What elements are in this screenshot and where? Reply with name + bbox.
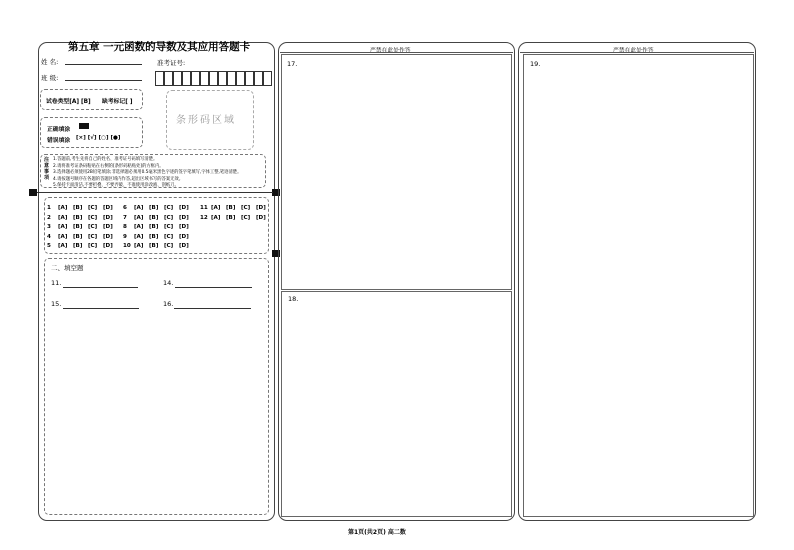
mc-option-bubble[interactable]: [B] bbox=[73, 233, 83, 240]
mc-option-bubble[interactable]: [A] bbox=[134, 243, 144, 249]
mc-option-bubble[interactable]: [D] bbox=[103, 224, 113, 230]
exam-number-cell[interactable] bbox=[164, 71, 173, 86]
mc-option-bubble[interactable]: [A] bbox=[58, 243, 68, 249]
page-footer: 第1页(共2页) 高二数 bbox=[348, 529, 406, 536]
mc-option-bubble[interactable]: [C] bbox=[164, 205, 174, 211]
mc-question-row bbox=[123, 215, 194, 221]
exam-number-cell[interactable] bbox=[200, 71, 209, 86]
sheet-title: 第五章 一元函数的导数及其应用答题卡 bbox=[68, 41, 251, 53]
exam-number-label: 准考证号: bbox=[157, 59, 186, 67]
question-17-label: 17. bbox=[287, 60, 298, 68]
mc-option-bubble[interactable]: [B] bbox=[149, 243, 159, 249]
separator-line bbox=[37, 192, 273, 193]
mc-question-number: 6 bbox=[123, 205, 127, 211]
question-17-box[interactable] bbox=[281, 54, 512, 290]
exam-number-cell[interactable] bbox=[236, 71, 245, 86]
mc-question-number: 2 bbox=[47, 214, 51, 221]
mc-question-row bbox=[123, 243, 194, 249]
mc-option-bubble[interactable]: [C] bbox=[164, 224, 174, 230]
blank-16-field[interactable] bbox=[174, 308, 251, 309]
mc-question-row bbox=[47, 215, 118, 221]
wrong-fill-label: 错误填涂 bbox=[47, 138, 71, 144]
mc-question-row bbox=[123, 224, 194, 230]
notice-heading: 注意事项 bbox=[44, 157, 50, 181]
notice-line: 4.请按题号顺序在各题的答题区域内作答,超出区域书写的答案无效。 bbox=[53, 176, 184, 182]
exam-number-cell[interactable] bbox=[227, 71, 236, 86]
question-19-box[interactable] bbox=[523, 54, 754, 517]
mc-question-row bbox=[47, 224, 118, 230]
mc-option-bubble[interactable]: [B] bbox=[73, 243, 83, 249]
mc-option-bubble[interactable]: [B] bbox=[73, 205, 83, 211]
exam-number-cell[interactable] bbox=[209, 71, 218, 86]
mc-option-bubble[interactable]: [C] bbox=[164, 214, 174, 221]
mc-question-row bbox=[47, 205, 118, 211]
mc-option-bubble[interactable]: [A] bbox=[58, 214, 68, 221]
middle-no-answer-header: 严禁在此处作答 bbox=[370, 48, 411, 54]
mc-option-bubble[interactable]: [A] bbox=[134, 205, 144, 211]
mc-option-bubble[interactable]: [D] bbox=[179, 214, 189, 221]
exam-number-cell[interactable] bbox=[263, 71, 272, 86]
mc-option-bubble[interactable]: [B] bbox=[226, 214, 236, 221]
mc-option-bubble[interactable]: [C] bbox=[164, 233, 174, 240]
mc-question-row bbox=[123, 234, 194, 240]
middle-header-line bbox=[280, 52, 513, 53]
exam-number-cell[interactable] bbox=[173, 71, 182, 86]
mc-option-bubble[interactable]: [D] bbox=[103, 233, 113, 240]
exam-number-cell[interactable] bbox=[155, 71, 164, 86]
mc-option-bubble[interactable]: [C] bbox=[88, 205, 98, 211]
right-no-answer-header: 严禁在此处作答 bbox=[613, 48, 654, 54]
mc-question-row bbox=[47, 243, 118, 249]
blank-14-label: 14. bbox=[163, 279, 174, 287]
mc-question-number: 9 bbox=[123, 233, 127, 240]
barcode-area-label: 条形码区域 bbox=[176, 115, 236, 126]
paper-type-label[interactable]: 试卷类型[A] [B] bbox=[46, 99, 91, 105]
alignment-marker bbox=[29, 189, 37, 196]
mc-option-bubble[interactable]: [D] bbox=[103, 214, 113, 221]
mc-option-bubble[interactable]: [A] bbox=[211, 205, 221, 211]
mc-question-row bbox=[200, 215, 271, 221]
class-field[interactable] bbox=[65, 80, 142, 81]
exam-number-cell[interactable] bbox=[254, 71, 263, 86]
wrong-fill-marks: [×] [√] [○] [●] bbox=[76, 135, 121, 141]
mc-option-bubble[interactable]: [C] bbox=[241, 214, 251, 221]
mc-question-number: 11 bbox=[200, 205, 208, 211]
mc-option-bubble[interactable]: [A] bbox=[134, 224, 144, 230]
absent-mark-label[interactable]: 缺考标记[ ] bbox=[102, 99, 133, 105]
mc-option-bubble[interactable]: [B] bbox=[149, 205, 159, 211]
fill-blank-box bbox=[44, 258, 269, 515]
mc-option-bubble[interactable]: [C] bbox=[88, 243, 98, 249]
class-label: 班 级: bbox=[41, 74, 59, 82]
blank-14-field[interactable] bbox=[175, 287, 252, 288]
fill-blank-heading: 二、填空题 bbox=[51, 264, 84, 272]
mc-option-bubble[interactable]: [D] bbox=[179, 243, 189, 249]
mc-option-bubble[interactable]: [A] bbox=[58, 205, 68, 211]
mc-option-bubble[interactable]: [B] bbox=[149, 224, 159, 230]
mc-option-bubble[interactable]: [A] bbox=[211, 214, 221, 221]
question-18-label: 18. bbox=[288, 295, 299, 303]
mc-option-bubble[interactable]: [C] bbox=[88, 233, 98, 240]
correct-fill-label: 正确填涂 bbox=[47, 127, 71, 133]
mc-question-number: 5 bbox=[47, 243, 51, 249]
mc-option-bubble[interactable]: [D] bbox=[179, 205, 189, 211]
blank-15-field[interactable] bbox=[63, 308, 139, 309]
correct-fill-mark bbox=[79, 123, 89, 129]
mc-question-number: 4 bbox=[47, 233, 51, 240]
exam-number-cell[interactable] bbox=[218, 71, 227, 86]
mc-option-bubble[interactable]: [A] bbox=[58, 224, 68, 230]
mc-option-bubble[interactable]: [C] bbox=[88, 214, 98, 221]
blank-11-field[interactable] bbox=[63, 287, 138, 288]
mc-question-number: 8 bbox=[123, 224, 127, 230]
notice-line: 5.保持卡面清洁,不要折叠、不要弄破、不准使用涂改液、刮纸刀。 bbox=[53, 183, 179, 188]
notice-line: 3.选择题必须使用2B铅笔填涂;非选择题必须用0.5毫米黑色字迹的签字笔填写,字体工整,笔迹清楚。 bbox=[53, 170, 242, 175]
mc-question-row bbox=[123, 205, 194, 211]
exam-number-cell[interactable] bbox=[191, 71, 200, 86]
mc-option-bubble[interactable]: [C] bbox=[88, 224, 98, 230]
mc-option-bubble[interactable]: [B] bbox=[73, 224, 83, 230]
mc-question-number: 12 bbox=[200, 214, 208, 221]
blank-15-label: 15. bbox=[51, 300, 62, 308]
mc-option-bubble[interactable]: [B] bbox=[226, 205, 236, 211]
exam-number-cell[interactable] bbox=[245, 71, 254, 86]
blank-11-label: 11. bbox=[51, 279, 62, 287]
mc-option-bubble[interactable]: [C] bbox=[241, 205, 251, 211]
mc-option-bubble[interactable]: [B] bbox=[149, 214, 159, 221]
mc-option-bubble[interactable]: [D] bbox=[103, 243, 113, 249]
mc-question-number: 3 bbox=[47, 224, 51, 230]
mc-option-bubble[interactable]: [A] bbox=[134, 233, 144, 240]
mc-option-bubble[interactable]: [D] bbox=[256, 205, 266, 211]
blank-16-label: 16. bbox=[163, 300, 174, 308]
notice-line: 2.请将准考证条码粘贴在右侧的[条形码粘贴处]的方框内。 bbox=[53, 163, 164, 169]
mc-option-bubble[interactable]: [D] bbox=[103, 205, 113, 211]
exam-number-cell[interactable] bbox=[182, 71, 191, 86]
mc-option-bubble[interactable]: [D] bbox=[179, 224, 189, 230]
mc-option-bubble[interactable]: [A] bbox=[134, 214, 144, 221]
mc-question-number: 10 bbox=[123, 243, 131, 249]
mc-question-row bbox=[200, 205, 271, 211]
question-18-box[interactable] bbox=[281, 291, 512, 517]
mc-option-bubble[interactable]: [B] bbox=[149, 233, 159, 240]
question-19-label: 19. bbox=[530, 60, 541, 68]
notice-line: 1.答题前,考生先将自己的姓名、准考证号码填写清楚。 bbox=[53, 157, 158, 162]
mc-question-number: 1 bbox=[47, 205, 51, 211]
mc-option-bubble[interactable]: [D] bbox=[179, 233, 189, 240]
name-label: 姓 名: bbox=[41, 58, 59, 66]
mc-question-number: 7 bbox=[123, 214, 127, 221]
name-field[interactable] bbox=[65, 64, 142, 65]
mc-option-bubble[interactable]: [A] bbox=[58, 233, 68, 240]
mc-option-bubble[interactable]: [B] bbox=[73, 214, 83, 221]
mc-option-bubble[interactable]: [C] bbox=[164, 243, 174, 249]
right-header-line bbox=[520, 52, 754, 53]
mc-question-row bbox=[47, 234, 118, 240]
mc-option-bubble[interactable]: [D] bbox=[256, 214, 266, 221]
